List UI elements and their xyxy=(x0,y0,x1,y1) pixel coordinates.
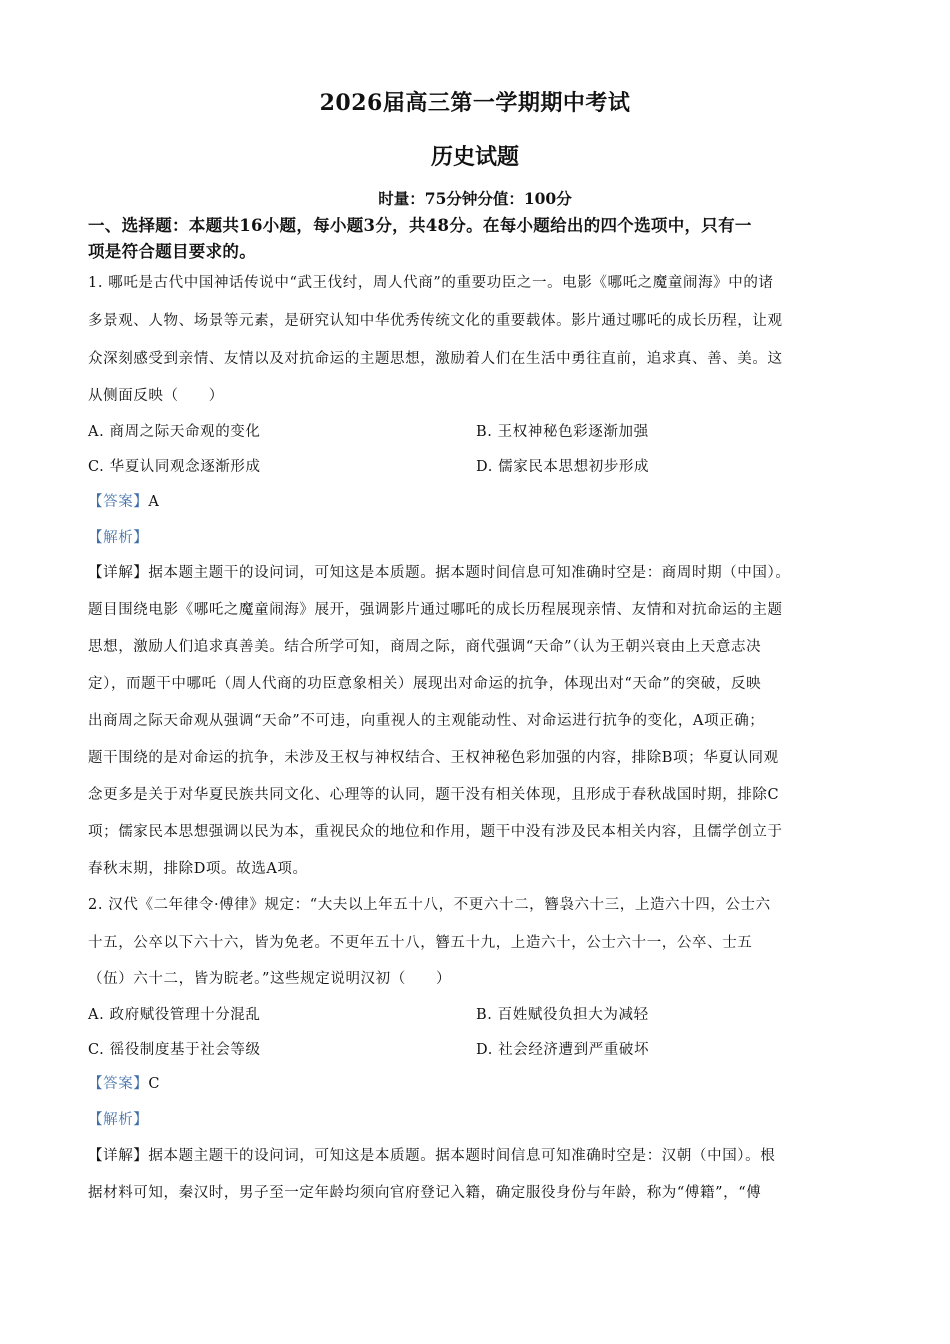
detail-tag: 【详解】 xyxy=(88,1148,149,1164)
question-stem-line: 从侧面反映（ ） xyxy=(88,388,224,404)
section-heading-line1: 一、选择题：本题共16小题，每小题3分，共48分。在每小题给出的四个选项中，只有一 xyxy=(88,216,752,235)
option-b: B. 王权神秘色彩逐渐加强 xyxy=(476,424,649,440)
exam-title: 2026届高三第一学期期中考试 xyxy=(319,90,631,116)
question-stem-line: （伍）六十二，皆为睆老。”这些规定说明汉初（ ） xyxy=(88,971,452,987)
question-stem-line: 1. 哪吒是古代中国神话传说中“武王伐纣，周人代商”的重要功臣之一。电影《哪吒之魔童闹海》中的诸 xyxy=(88,275,774,291)
option-a: A. 商周之际天命观的变化 xyxy=(88,424,261,440)
detail-line: 题干围绕的是对命运的抗争，未涉及王权与神权结合、王权神秘色彩加强的内容，排除B项；华夏认同观 xyxy=(88,750,779,766)
analysis-tag: 【解析】 xyxy=(88,1112,149,1128)
detail-tag: 【详解】 xyxy=(88,565,149,581)
subject-title: 历史试题 xyxy=(430,144,519,170)
detail-line: 据材料可知，秦汉时，男子至一定年龄均须向官府登记入籍，确定服役身份与年龄，称为“傅籍”，“傅 xyxy=(88,1185,762,1201)
answer-value: A xyxy=(148,494,160,510)
option-d: D. 儒家民本思想初步形成 xyxy=(476,459,650,475)
analysis-line xyxy=(88,528,148,548)
detail-text: 据本题主题干的设问词，可知这是本质题。据本题时间信息可知准确时空是：汉朝（中国）。根 xyxy=(148,1148,776,1164)
detail-line: 念更多是关于对华夏民族共同文化、心理等的认同，题干没有相关体现，且形成于春秋战国时期，排除C xyxy=(88,787,780,803)
option-c: C. 徭役制度基于社会等级 xyxy=(88,1042,261,1058)
exam-meta: 时量：75分钟分值：100分 xyxy=(378,189,572,208)
question-stem-line: 多景观、人物、场景等元素，是研究认知中华优秀传统文化的重要载体。影片通过哪吒的成长历程，让观 xyxy=(88,313,783,329)
detail-text: 据本题主题干的设问词，可知这是本质题。据本题时间信息可知准确时空是：商周时期（中国）。 xyxy=(148,565,791,581)
question-stem-line: 2. 汉代《二年律令·傅律》规定：“大夫以上年五十八，不更六十二，簪袅六十三，上造六十四，公士六 xyxy=(88,897,771,913)
detail-line: 题目围绕电影《哪吒之魔童闹海》展开，强调影片通过哪吒的成长历程展现亲情、友情和对抗命运的主题 xyxy=(88,602,783,618)
option-d: D. 社会经济遭到严重破坏 xyxy=(476,1042,650,1058)
question-stem-line: 十五，公卒以下六十六，皆为免老。不更年五十八，簪五十九，上造六十，公士六十一，公卒、士五 xyxy=(88,935,753,951)
question-stem-line: 众深刻感受到亲情、友情以及对抗命运的主题思想，激励着人们在生活中勇往直前，追求真、善、美。这 xyxy=(88,351,783,367)
option-b: B. 百姓赋役负担大为减轻 xyxy=(476,1007,649,1023)
detail-line: 春秋末期，排除D项。故选A项。 xyxy=(88,861,308,877)
detail-line: 项；儒家民本思想强调以民为本，重视民众的地位和作用，题干中没有涉及民本相关内容，且儒学创立于 xyxy=(88,824,783,840)
detail-line: 思想，激励人们追求真善美。结合所学可知，商周之际，商代强调“天命”（认为王朝兴衰由上天意志决 xyxy=(88,639,762,655)
option-a: A. 政府赋役管理十分混乱 xyxy=(88,1007,261,1023)
detail-line: 定），而题干中哪吒（周人代商的功臣意象相关）展现出对命运的抗争，体现出对“天命”的突破，反映 xyxy=(88,676,762,692)
answer-tag: 【答案】 xyxy=(88,1076,149,1092)
answer-tag: 【答案】 xyxy=(88,494,149,510)
answer-line xyxy=(88,1074,160,1094)
detail-line xyxy=(88,1146,868,1166)
section-heading-line2: 项是符合题目要求的。 xyxy=(88,242,256,261)
answer-line xyxy=(88,492,159,512)
answer-value: C xyxy=(148,1076,161,1092)
analysis-line xyxy=(88,1110,148,1130)
option-c: C. 华夏认同观念逐渐形成 xyxy=(88,459,261,475)
analysis-tag: 【解析】 xyxy=(88,530,149,546)
detail-line: 出商周之际天命观从强调“天命”不可违，向重视人的主观能动性、对命运进行抗争的变化，A项正确； xyxy=(88,713,765,729)
detail-line xyxy=(88,563,868,583)
